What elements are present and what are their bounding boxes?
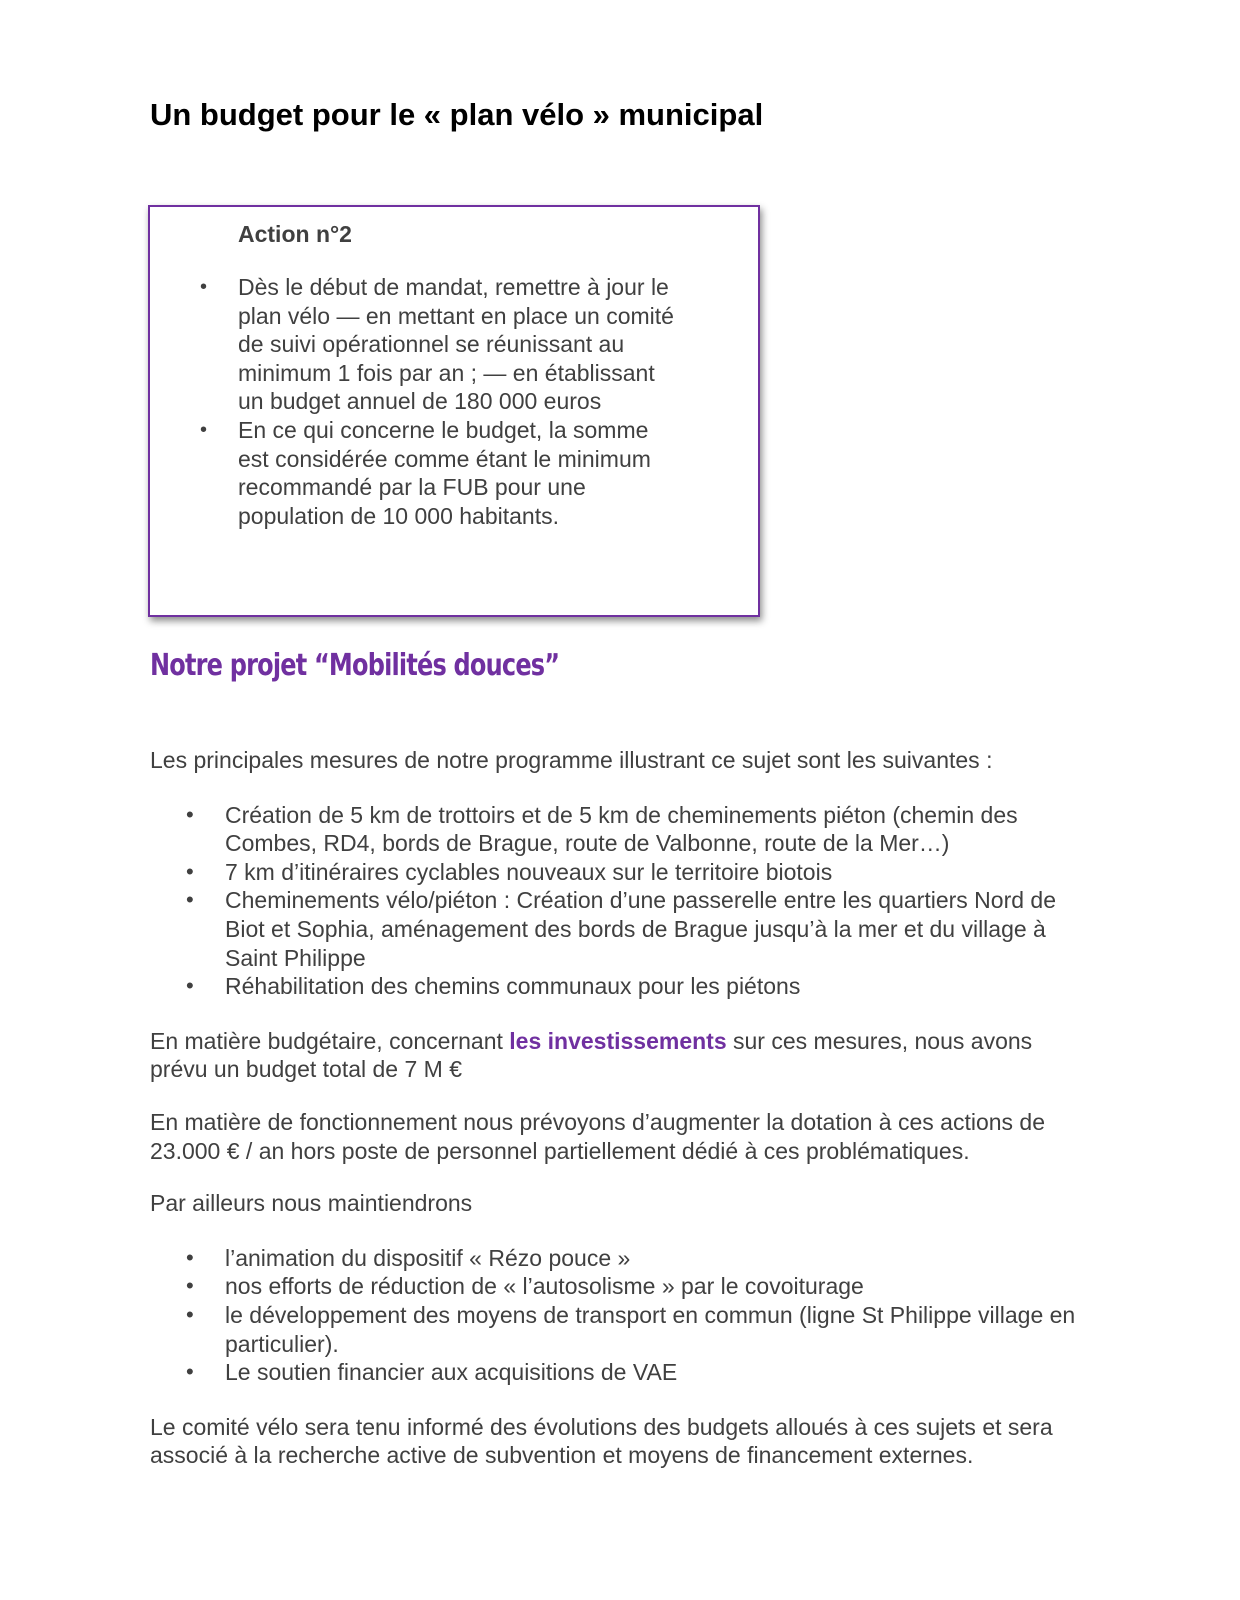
action-item: • Dès le début de mandat, remettre à jour le plan vélo — en mettant en place un comité de suivi opérationnel se réunissant au minimum 1 fois par an ; — en établissant un budget annuel de 180 000 euros [238,273,678,416]
action-list [238,273,678,530]
action-box [148,205,760,617]
measure-item: • Création de 5 km de trottoirs et de 5 km de cheminements piéton (chemin des Combes, RD4, bords de Brague, route de Valbonne, route de la Mer…) [150,801,1090,858]
measure-item: • Réhabilitation des chemins communaux pour les piétons [150,972,1090,1001]
maintain-list [150,1244,1090,1387]
section-heading: Notre projet “Mobilités douces” [150,648,560,683]
measure-item: • 7 km d’itinéraires cyclables nouveaux sur le territoire biotois [150,858,1090,887]
maintain-item: • l’animation du dispositif « Rézo pouce » [150,1244,1090,1273]
maintain-item: • Le soutien financier aux acquisitions de VAE [150,1358,1090,1387]
measures-list [150,801,1090,1001]
intro-paragraph: Les principales mesures de notre programme illustrant ce sujet sont les suivantes : [150,747,993,773]
page-title: Un budget pour le « plan vélo » municipal [150,97,764,132]
maintain-intro: Par ailleurs nous maintiendrons [150,1190,473,1217]
investment-text-after: sur ces mesures, nous avons prévu un budget total de 7 M € [150,1027,1033,1083]
closing-paragraph: Le comité vélo sera tenu informé des évolutions des budgets alloués à ces sujets et sera associé à la recherche active de subvention et moyens de financement externes. [150,1413,1053,1469]
main-content [150,746,1090,1470]
action-item: • En ce qui concerne le budget, la somme est considérée comme étant le minimum recommandé par la FUB pour une population de 10 000 habitants. [238,416,678,530]
action-title: Action n°2 [238,221,352,247]
investment-highlight: les investissements [509,1027,727,1054]
investment-paragraph [150,1027,1090,1084]
investment-text-before: En matière budgétaire, concernant [150,1027,510,1054]
maintain-item: • nos efforts de réduction de « l’autosolisme » par le covoiturage [150,1272,1090,1301]
measure-item: • Cheminements vélo/piéton : Création d’une passerelle entre les quartiers Nord de Biot et Sophia, aménagement des bords de Brague jusqu’à la mer et du village à Saint Philippe [150,886,1090,972]
operating-paragraph: En matière de fonctionnement nous prévoyons d’augmenter la dotation à ces actions de 23.000 € / an hors poste de personnel partiellement dédié à ces problématiques. [150,1108,1046,1164]
maintain-item: • le développement des moyens de transport en commun (ligne St Philippe village en particulier). [150,1301,1090,1358]
